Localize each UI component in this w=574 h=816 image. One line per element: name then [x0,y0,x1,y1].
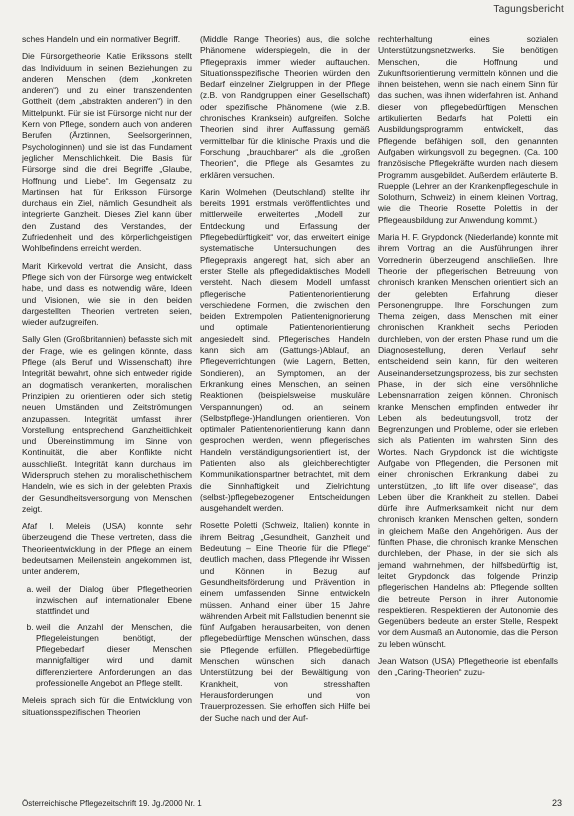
page-number: 23 [551,798,562,808]
paragraph: sches Handeln und ein normativer Begriff. [22,34,181,44]
journal-footer: Österreichische Pflegezeitschrift 19. Jg./2000 Nr. 1 [22,799,202,808]
text-column-2 [200,34,370,730]
paragraph: Marit Kirkevold vertrat die Ansicht, dass Pflege sich von der Fürsorge weg entwickelt habe, und dass es notwendig wäre, Ideen und Visionen, wie sie in den beiden dargestellten Theorien vertreten seien, wieder aufzugreifen. [22,260,192,328]
paragraph: Maria H. F. Grypdonck (Niederlande) konnte mit ihrem Vortrag an die Ausführungen ihrer Vorrednerin überzeugend anschließen. Ihre Theorie der pflegerischen Betreuung von chronisch kranken Menschen orientiert sich an der gelebten Erfahrung dieser Personengruppe. Ihre Forschungen zum Thema zeigen, dass Menschen mit einer chronischen Krankheit sechs Perioden durchleben, von der ersten Phase rund um die Diagnosestellung, deren Verlauf sehr entscheidend sein kann, für den weiteren Auseinandersetzungsprozess, bis zur sechsten Phase, in der sich eine versöhnliche Lebensnarration zeigen können. Chronisch kranke Menschen empfinden entweder ihr Leben als bedeutungsvoll, trotz der Begrenzungen und Probleme, oder sie erleben sich als Patienten im wahrsten Sinn des Wortes. Nach Grypdonck ist die wichtigste Aufgabe von Pflegenden, die Personen mit einer chronischen Erkrankung dabei zu unterstützen, „to lift life over disease“, das Leben über die Krankheit zu stellen. Dabei dürfe ihre Aufmerksamkeit nicht nur dem chronisch kranken Menschen gelten, sondern in gleichem Maße den Angehörigen. Aus der fünften Phase, die chronisch kranke Menschen durchleben, der Phase, in der sie sich als jemand wahrnehmen, der hilfsbedürftig ist, leitet Grypdonck das folgende Prinzip pflegerischen Handelns ab: Pflegende sollten die betreute Person in ihrer Autonomie respektieren. Respektieren der Autonomie des Gegenübers bedeute an erster Stelle, Respekt vor dem Ausmaß an Autonomie, das die Person zu leben wünscht. [378,232,559,649]
paragraph: Sally Glen (Großbritannien) befasste sich mit der Frage, wie es gelingen könnte, dass Pflege (als Beruf und Wissenschaft) ihre Integrität bewahrt, ohne sich entweder rigide an dogmatisch verankerten, moralischen Prinzipien zu orientieren oder sich stetig neuen Umständen und Zeitströmungen anzupassen. Integrität umfasst ihrer Vorstellung entsprechend Ganzheitlichkeit und Übereinstimmung im Sinne von Kontinuität, die aber Konflikte nicht ausschließt. Integrität kann durchaus im Widerspruch stehen zu moralischethischem Handeln, wie es sich in der gelebten Praxis der Gesundheitsversorgung von Menschen zeigt. [22,334,192,514]
list-item: a. weil der Dialog über Pflegetheorien inzwischen auf internationaler Ebene stattfindet und [36,584,192,618]
paragraph: Meleis sprach sich für die Entwicklung von situationsspezifischen Theorien [22,695,192,717]
paragraph: Afaf I. Meleis (USA) konnte sehr überzeugend die These vertreten, dass die Theorieentwicklung in der Pflege an einem bedeutsamen Meilenstein angekommen ist, unter anderem, [22,521,192,577]
text-column-1 [22,34,192,724]
paragraph: Die Fürsorgetheorie Katie Erikssons stellt das Individuum in seinen Beziehungen zu anderen Menschen (dem „konkreten anderen“) und zu einer transzendenten Gottheit (dem „abstrakten anderen“) in den Mittelpunkt. Für sie ist Fürsorge nicht nur der Kern von Pflege, sondern auch von anderen Berufen (Ärztinnen, Seelsorgerinnen, Psychologinnen) und sie ist das Fundament jeglicher Menschlichkeit. Die Basis für Fürsorge sind die drei Begriffe „Glaube, Hoffnung und Liebe“. Im Gegensatz zu Martinsen hat für Eriksson Fürsorge durchaus ein Ziel, nämlich Gesundheit als integrierte Ganzheit. Dieses Ziel kann über den Zustand des Verstandes, der Zufriedenheit und des körperlichgeistigen Wohlbefindens erreicht werden. [22,51,192,254]
paragraph: Jean Watson (USA) Pflegetheorie ist ebenfalls den „Caring-Theorien“ zuzu- [378,656,558,678]
text-column-3 [378,34,558,685]
paragraph: Karin Wolmehen (Deutschland) stellte ihr bereits 1991 erstmals veröffentlichtes und mittlerweile erweitertes „Modell zur Entdeckung und Erfassung der Pflegebedürftigkeit“ vor, das erweitert einige systematische Untersuchungen des Pflegepraxis angeregt hat, sich aber an erster Stelle als pflegedidaktisches Modell versteht. Nach diesem Modell umfasst pflegerische Patientenorientierung verschiedene Formen, die zwischen den beiden Extrempolen Patientenignorierung und optimale Patientenorientierung angesiedelt sind. Pflegerisches Handeln kann sich am (Gattungs-)Ablauf, an Pflegeverrichtungen (wie Lagern, Betten, Sondieren), an Symptomen, an der Erkrankung eines Menschen, an seinen Reaktionen (beispielsweise muskuläre Verspannungen) od. an seinem (Selbstpflege-)Handlungen orientieren. Von optimaler Patientenorientierung kann dann gesprochen werden, wenn pflegerisches Handeln verständigungsorientiert ist, der Patienten also als gleichberechtigter Kommunikationspartner betrachtet, mit dem die Sinnhaftigkeit und Zielrichtung (selbst-)pflegebezogener Entscheidungen ausgehandelt werden. [200,186,370,514]
paragraph: (Middle Range Theories) aus, die solche Phänomene widerspiegeln, die in der Pflegepraxis immer wieder auftauchen. Situationsspezifische Theorien würden den Bedarf einzelner Zielgruppen in der Pflege (z.B. von Randgruppen einer Gesellschaft) oder spezifische Phänomene (wie z.B. chronisches Kranksein) aufgreifen. Solche Theorien sind ihrer Auffassung gemäß vermittelbar für die klinische Praxis und die Forschung „brauchbarer“ als die „großen Theorien“, die Pflege als Gesamtes zu erklären versuchen. [200,34,370,180]
paragraph: Rosette Poletti (Schweiz, Italien) konnte in ihrem Beitrag „Gesundheit, Ganzheit und Bedeutung – Eine Theorie für die Pflege“ deutlich machen, dass Pflegende ihr Wissen und Können in Bezug auf Gesundheitsförderung und Prävention in einem umfassenden Sinne entwickeln müssen. Anhand einer über 15 Jahre währenden Arbeit mit Fallstudien benennt sie fünf Aufgaben herausarbeiten, von denen pflegebedürftige Menschen wünschen, dass sie Pflegende erfüllen. Pflegebedürftige Menschen wünschen sich danach Unterstützung bei der Bewältigung von Krankheit, von stresshaften Herausforderungen und von Trauerprozessen. Sie erhoffen sich Hilfe bei der Suche nach und der Auf- [200,520,370,723]
paragraph: rechterhaltung eines sozialen Unterstützungsnetzwerks. Sie benötigen Menschen, die Hoffnung und Zukunftsorientierung vermitteln können und die ihnen beistehen, wenn sie nach einem Sinn für das suchen, was ihnen widerfahren ist. Anhand dieser von pflegebedürftigen Menschen artikulierten Bedarfs hat Poletti ein Ausbildungsprogramm entwickelt, das Pflegende befähigen soll, den genannten Aufgaben wirkungsvoll zu begegnen. (Ca. 100 französische Pflegekräfte wurden nach diesem Programm ausgebildet. Außerdem erläuterte B. Ruepple (Lehrer an der Krankenpflegeschule in Solothurn, Schweiz) in einem kleinen Vortrag, wie die Theorie Rosette Polettis in der Pflegeausbildung zur Anwendung kommt.) [378,34,558,225]
section-label: Tagungsbericht [493,4,564,15]
numbered-list [22,584,192,690]
list-item: b. weil die Anzahl der Menschen, die Pflegeleistungen benötigt, der Pflegebedarf dieser Menschen mannigfaltiger wird und damit differenziertere Anforderungen an das professionelle Angebot an Pflege stellt. [36,622,192,690]
